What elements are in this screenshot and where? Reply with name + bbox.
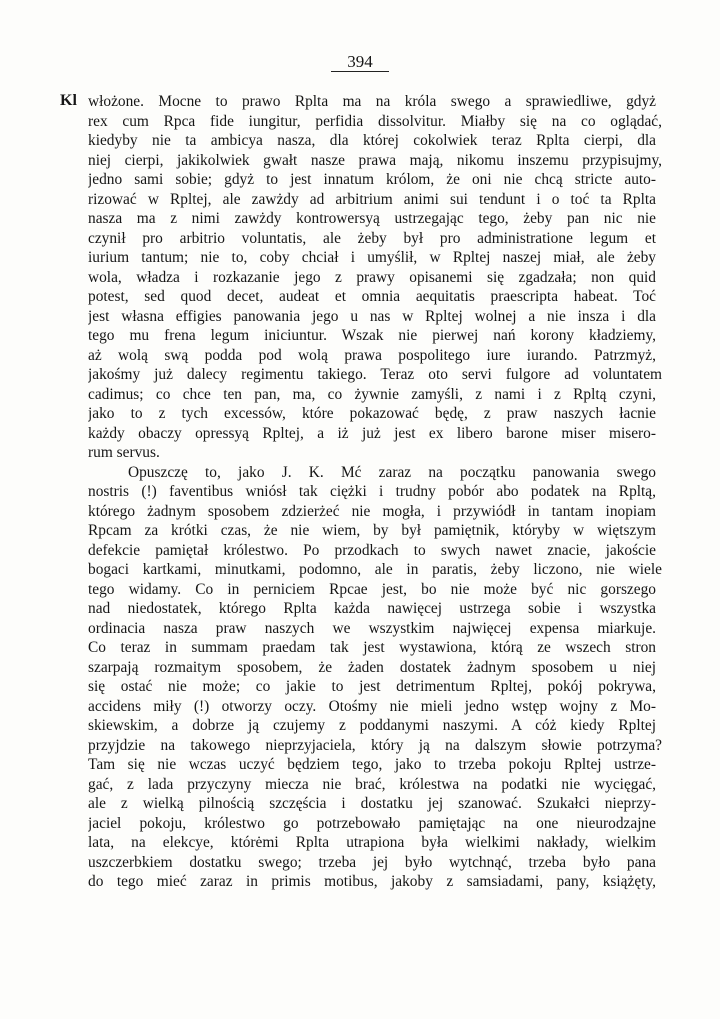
text-line: jako to z tych excessów, które pokazować będę, z praw naszych łacnie [88, 405, 656, 422]
text-line: defekcie pamiętał królestwo. Po przodkach to swych nawet znacie, jakoście [88, 541, 656, 559]
text-line: się ostać nie może; co jakie to jest detrimentum Rpltej, pokój pokrywa, [88, 678, 656, 695]
margin-mark: Kl [60, 92, 77, 109]
text-line: jedno sami sobie; gdyż to jest innatum królom, że oni nie chcą stricte auto- [88, 171, 656, 188]
paragraph-1 [88, 92, 662, 463]
text-line: wola, władza i rozkazanie jego z prawy opisanemi się zgadzała; non quid [88, 268, 656, 286]
text-line: iurium tantum; nie to, coby chciał i umyślił, w Rpltej naszej miał, ale żeby [88, 249, 656, 266]
text-line: ordinacia nasza praw naszych we wszystkim najwięcej expensa miarkuje. [88, 619, 656, 637]
text-line: uszczerbkiem dostatku swego; trzeba jej było wytchnąć, trzeba było pana [88, 853, 656, 871]
text-line: rum servus. [88, 444, 160, 461]
text-line: gać, z lada przyczyny miecza nie brać, królestwa na podatki nie wycięgać, [88, 775, 656, 793]
text-line: bogaci kartkami, minutkami, podomno, ale in paratis, żeby liczono, nie wiele [88, 561, 662, 578]
text-line: rex cum Rpca fide iungitur, perfidia dissolvitur. Miałby się na co oglądać, [88, 112, 662, 130]
text-line: do tego mieć zaraz in primis motibus, jakoby z samsiadami, pany, książęty, [88, 873, 656, 890]
text-line: rizować w Rpltej, ale zawżdy ad arbitrium animi sui tendunt i o toć ta Rplta [88, 190, 656, 208]
text-line: nasza ma z nimi zawżdy kontrowersyą ustrzegając tego, żeby pan nic nie [88, 210, 656, 227]
text-line: cadimus; co chce ten pan, ma, co żywnie zamyśli, z nami i z Rpltą czyni, [88, 385, 656, 403]
text-line: włożone. Mocne to prawo Rplta ma na króla swego a sprawiedliwe, gdyż [88, 93, 656, 110]
text-line: skiewskim, a dobrze ją czujemy z poddanymi naszymi. A cóż kiedy Rpltej [88, 717, 656, 734]
text-line: tego widamy. Co in perniciem Rpcae jest, bo nie może być nic gorszego [88, 580, 656, 598]
text-line: Opuszczę to, jako J. K. Mć zaraz na początku panowania swego [128, 463, 656, 481]
text-line: którego żadnym sposobem zdzierżeć nie mogła, i przywiódł in tantam inopiam [88, 502, 656, 520]
text-line: ale z wielką pilnością szczęścia i dostatku jej szanować. Szukałci nieprzy- [88, 795, 656, 812]
text-line: potest, sed quod decet, audeat et omnia aequitatis praescripta habeat. Toć [88, 288, 656, 305]
text-line: nostris (!) faventibus wniósł tak ciężki i trudny pobór abo podatek na Rpltą, [88, 483, 656, 500]
text-line: aż wolą swą podda pod wolą prawa pospolitego iure iurando. Patrzmyż, [88, 346, 656, 364]
text-line: kiedyby nie ta ambicya nasza, dla której cokolwiek teraz Rplta cierpi, dla [88, 132, 656, 149]
text-line: jest własna effigies panowania jego u nas w Rpltej wolnej a nie insza i dla [88, 307, 656, 325]
text-line: nad niedostatek, którego Rplta każda nawięcej ustrzega sobie i wszystka [88, 600, 656, 617]
text-line: accidens miły (!) otworzy oczy. Otośmy nie mieli jedno wstęp wojny z Mo- [88, 697, 656, 715]
page-number-rule [331, 71, 389, 72]
body-text [88, 92, 662, 892]
text-line: Co teraz in summam praedam tak jest wystawiona, którą ze wszech stron [88, 639, 656, 656]
text-line: niej cierpi, jakikolwiek gwałt nasze prawa mają, nikomu inszemu przypisujmy, [88, 151, 662, 169]
paragraph-2 [88, 463, 662, 892]
text-line: lata, na elekcye, którėmi Rplta utrapiona była wielkimi nakłady, wielkim [88, 834, 656, 851]
text-line: przyjdzie na takowego nieprzyjaciela, który ją na dalszym słowie potrzyma? [88, 736, 662, 754]
text-line: jakośmy już dalecy regimentu takiego. Teraz oto servi fulgore ad voluntatem [88, 366, 662, 383]
text-line: jaciel pokoju, królestwo go potrzebowało pamiętając na one nieurodzajne [88, 814, 656, 832]
text-line: szarpają rozmaitym sposobem, że żaden dostatek żadnym sposobem u niej [88, 658, 656, 676]
text-line: każdy obaczy opressyą Rpltej, a iż już jest ex libero barone miser misero- [88, 424, 656, 442]
text-line: Rpcam za krótki czas, że nie wiem, by był pamiętnik, któryby w więtszym [88, 522, 656, 539]
text-line: tego mu frena legum iniciuntur. Wszak nie pierwej nań korony kładziemy, [88, 327, 656, 344]
text-line: czynił pro arbitrio voluntatis, ale żeby był pro administratione legum et [88, 229, 656, 247]
page-number: 394 [347, 52, 373, 71]
text-line: Tam się nie wczas uczyć będziem tego, jako to trzeba pokoju Rpltej ustrze- [88, 756, 656, 773]
